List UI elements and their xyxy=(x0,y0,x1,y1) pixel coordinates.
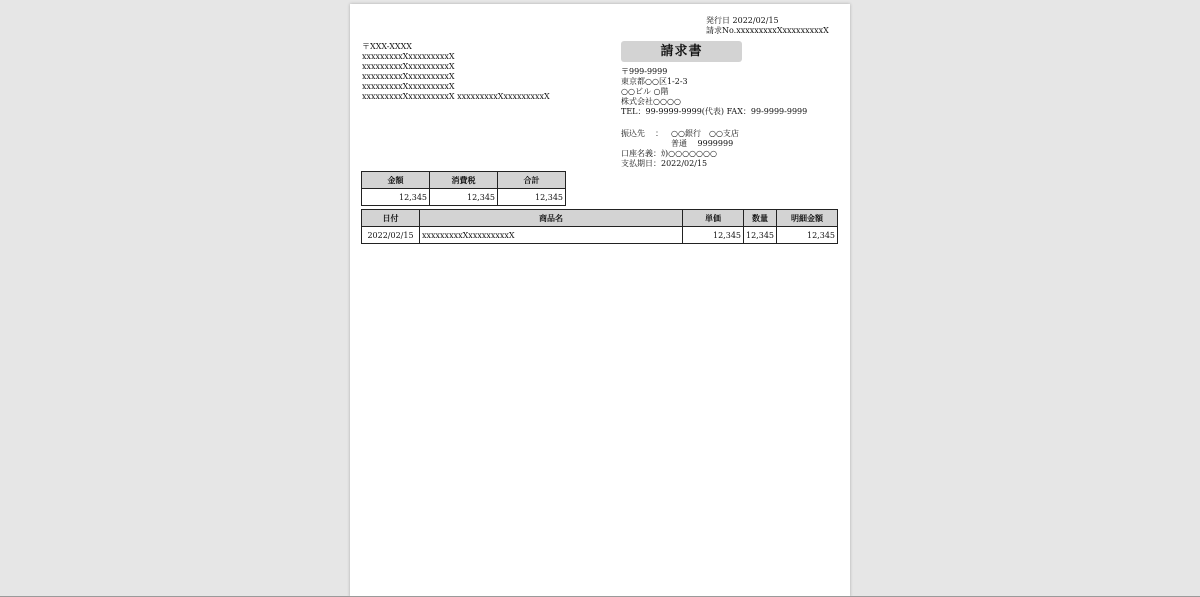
row-unit-price: 12,345 xyxy=(683,227,744,244)
sender-line: TEL：99-9999-9999(代表) FAX：99-9999-9999 xyxy=(621,107,808,116)
payment-due: 支払期日：2022/02/15 xyxy=(621,159,708,168)
details-header-date: 日付 xyxy=(362,210,420,227)
totals-amount: 12,345 xyxy=(362,189,430,206)
details-header-item: 商品名 xyxy=(420,210,683,227)
totals-header-row xyxy=(362,172,566,189)
sender-address xyxy=(621,67,807,117)
invoice-page xyxy=(350,4,850,597)
recipient-line: xxxxxxxxxXxxxxxxxxxX xxxxxxxxxXxxxxxxxxxX xyxy=(362,92,550,101)
bank-label-text: 振込先 xyxy=(621,129,645,138)
details-header-quantity: 数量 xyxy=(744,210,777,227)
recipient-line: xxxxxxxxxXxxxxxxxxxX xyxy=(362,52,455,61)
row-item: xxxxxxxxxXxxxxxxxxxX xyxy=(420,227,683,244)
details-header-row xyxy=(362,210,838,227)
recipient-line: xxxxxxxxxXxxxxxxxxxX xyxy=(362,62,455,71)
sender-line: 東京都○○区1-2-3 xyxy=(621,77,688,86)
totals-table xyxy=(361,171,566,206)
issue-info xyxy=(706,16,829,36)
bank-row xyxy=(621,129,739,139)
details-header-unit-price: 単価 xyxy=(683,210,744,227)
totals-header-total: 合計 xyxy=(498,172,566,189)
details-header-line-amount: 明細金額 xyxy=(777,210,838,227)
details-table xyxy=(361,209,838,244)
bank-label xyxy=(621,129,671,139)
account-row xyxy=(621,139,739,149)
totals-value-row xyxy=(362,189,566,206)
bank-name: ○○銀行 ○○支店 xyxy=(671,129,739,138)
totals-header-amount: 金額 xyxy=(362,172,430,189)
invoice-number: 請求No.xxxxxxxxxXxxxxxxxxxX xyxy=(706,26,829,35)
sender-line: 〒999-9999 xyxy=(621,67,668,76)
recipient-line: xxxxxxxxxXxxxxxxxxxX xyxy=(362,72,455,81)
sender-line: 株式会社○○○○ xyxy=(621,97,681,106)
recipient-line: xxxxxxxxxXxxxxxxxxxX xyxy=(362,82,455,91)
totals-total: 12,345 xyxy=(498,189,566,206)
row-date: 2022/02/15 xyxy=(362,227,420,244)
document-title: 請求書 xyxy=(621,41,742,62)
totals-tax: 12,345 xyxy=(430,189,498,206)
totals-header-tax: 消費税 xyxy=(430,172,498,189)
row-quantity: 12,345 xyxy=(744,227,777,244)
bank-info xyxy=(621,129,739,169)
bank-account: 普通 9999999 xyxy=(671,139,734,148)
recipient-address xyxy=(362,42,550,102)
table-row xyxy=(362,227,838,244)
bank-colon: ： xyxy=(655,129,664,138)
row-line-amount: 12,345 xyxy=(777,227,838,244)
sender-line: ○○ビル ○階 xyxy=(621,87,669,96)
issue-date: 発行日 2022/02/15 xyxy=(706,16,779,25)
account-holder: 口座名義：ｶ)○○○○○○○ xyxy=(621,149,717,158)
recipient-line: 〒XXX-XXXX xyxy=(362,42,412,51)
